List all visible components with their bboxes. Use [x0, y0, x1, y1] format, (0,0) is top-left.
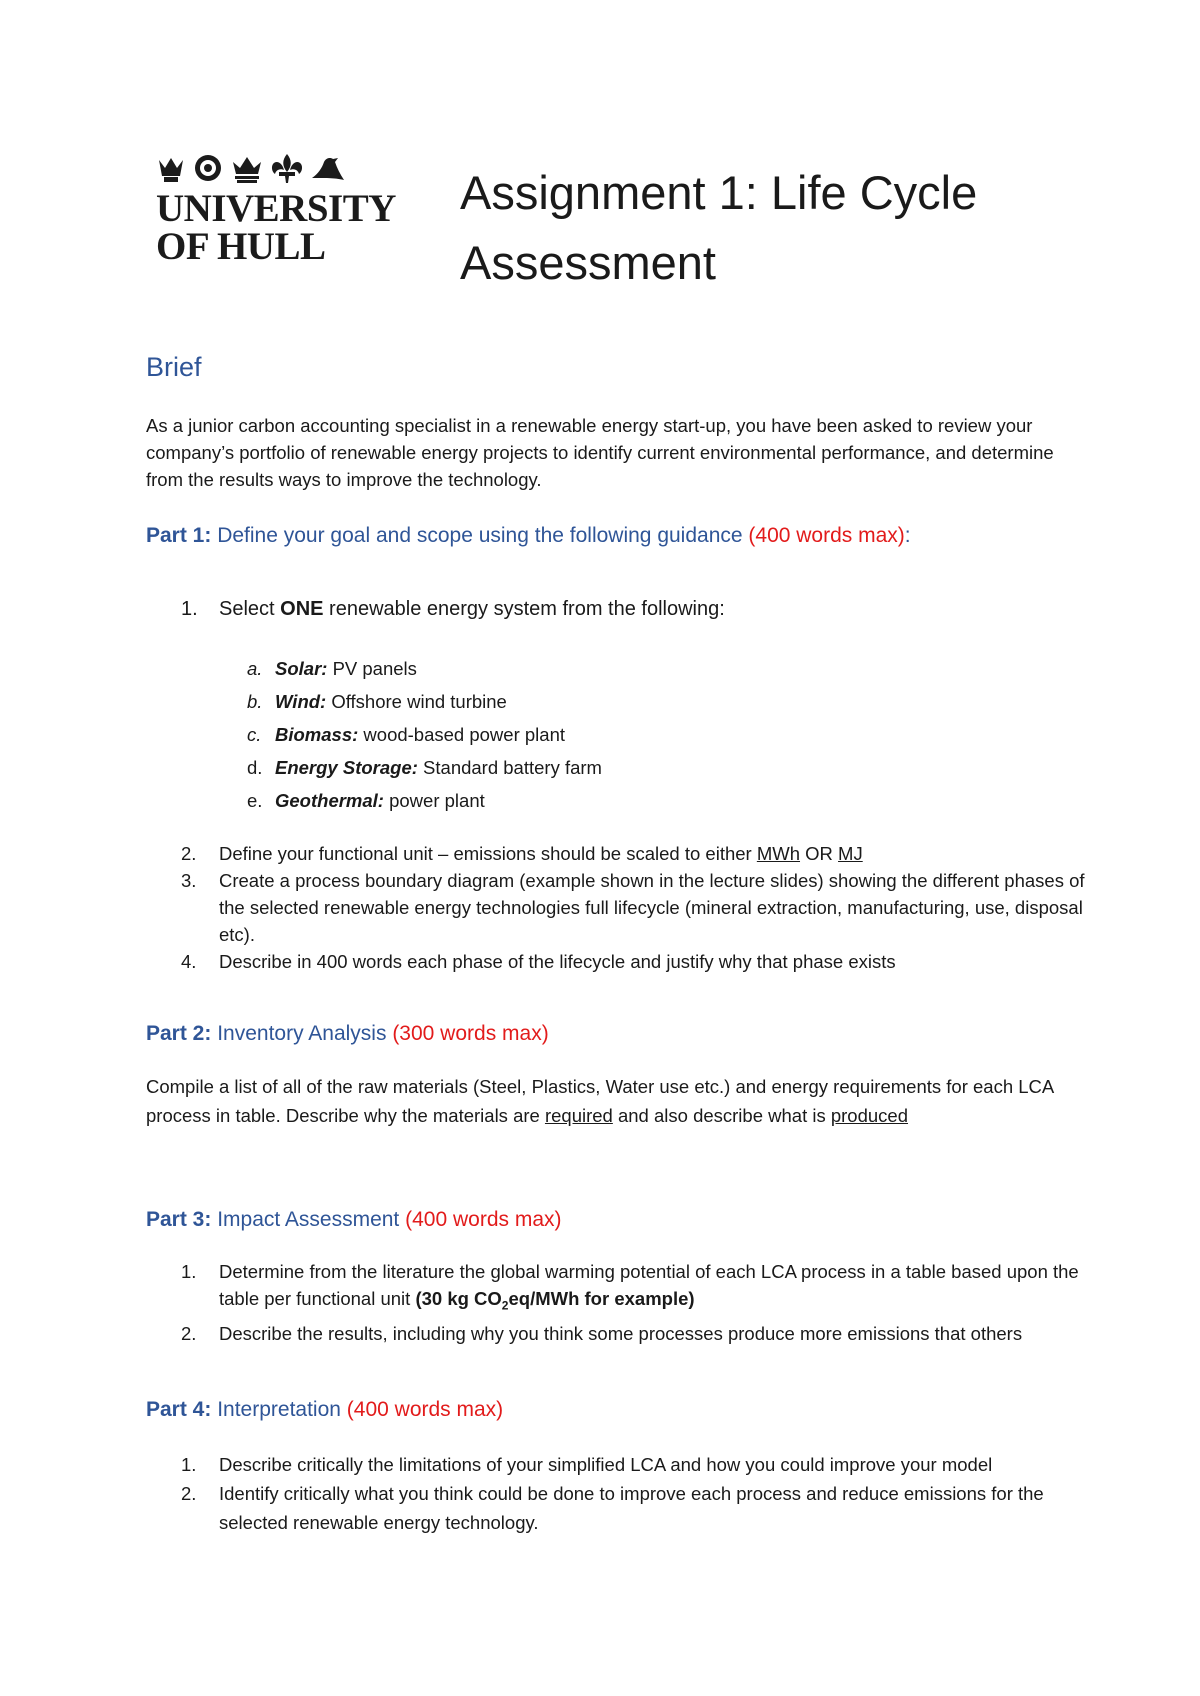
text-segment: OR — [800, 843, 839, 864]
brief-heading: Brief — [146, 352, 202, 382]
option-letter: e. — [247, 790, 263, 811]
part1-label: Part 1: — [146, 524, 212, 547]
text-segment: Select — [219, 598, 281, 620]
part1-item-2 — [146, 840, 1086, 867]
option-desc: PV panels — [327, 658, 417, 679]
bold-text: ONE — [280, 598, 324, 620]
part1-heading — [146, 524, 911, 548]
part4-label: Part 4: — [146, 1398, 212, 1421]
energy-options-list — [146, 652, 602, 817]
part3-list — [146, 1258, 1086, 1347]
list-number: 2. — [181, 1322, 197, 1344]
brief-paragraph: As a junior carbon accounting specialist in a renewable energy start-up, you have been asked to review your company’s portfolio of renewable energy projects to identify current environmental performance, and determine from the results ways to improve the technology. — [146, 415, 1054, 490]
list-text — [219, 598, 725, 621]
part2-label: Part 2: — [146, 1022, 212, 1045]
part3-item-1 — [146, 1258, 1086, 1320]
part4-heading — [146, 1398, 503, 1422]
page-title: Assignment 1: Life Cycle Assessment — [460, 166, 978, 289]
part4-title: Interpretation — [217, 1398, 341, 1421]
part1-word-limit: (400 words max) — [748, 524, 905, 547]
option-letter: d. — [247, 757, 263, 778]
text-segment: and also describe what is — [612, 1105, 831, 1126]
part3-item-2 — [146, 1320, 1086, 1347]
logo-text-of-hull: OF HULL — [156, 225, 326, 268]
list-text: Describe in 400 words each phase of the lifecycle and justify why that phase exists — [219, 951, 896, 972]
option-name: Solar: — [275, 658, 328, 679]
crest-icons — [156, 150, 406, 184]
option-letter: a. — [247, 658, 263, 679]
crown-icon-2 — [230, 154, 264, 184]
part4-word-limit: (400 words max) — [346, 1398, 504, 1421]
option-letter: c. — [247, 724, 262, 745]
list-number: 1. — [181, 598, 198, 620]
part1-item-4 — [146, 948, 1086, 975]
underlined-text: required — [544, 1105, 613, 1126]
part2-paragraph — [146, 1072, 1086, 1130]
list-text: Describe critically the limitations of your simplified LCA and how you could improve your model — [219, 1454, 993, 1475]
option-biomass — [146, 718, 602, 751]
option-name: Biomass: — [275, 724, 359, 745]
list-text: Describe the results, including why you think some processes produce more emissions that others — [219, 1322, 1023, 1344]
underlined-text: produced — [830, 1105, 909, 1126]
part2-word-limit: (300 words max) — [392, 1022, 549, 1045]
option-letter: b. — [247, 691, 263, 712]
part3-heading — [146, 1208, 562, 1232]
text-segment: Determine from the literature the global warming potential of each LCA process in a table based upon the table per functional unit — [219, 1261, 1079, 1309]
list-number: 2. — [181, 843, 197, 864]
option-desc: power plant — [383, 790, 485, 811]
part2-title: Inventory Analysis — [217, 1022, 387, 1045]
option-solar — [146, 652, 602, 685]
subscript: 2 — [501, 1298, 509, 1313]
list-number: 3. — [181, 870, 197, 891]
text-segment: Define your functional unit – emissions should be scaled to either — [219, 843, 757, 864]
option-energy-storage — [146, 751, 602, 784]
part4-list — [146, 1450, 1086, 1537]
underlined-text: MJ — [838, 843, 863, 864]
part3-title: Impact Assessment — [217, 1208, 400, 1231]
part1-list — [146, 840, 1086, 975]
list-number: 1. — [181, 1454, 197, 1475]
part1-colon: : — [904, 524, 911, 547]
text-segment: renewable energy system from the following: — [323, 598, 725, 620]
list-number: 1. — [181, 1261, 197, 1282]
bold-text: eq/MWh for example) — [508, 1288, 695, 1309]
part3-label: Part 3: — [146, 1208, 212, 1231]
list-number: 2. — [181, 1483, 197, 1504]
bird-icon — [310, 154, 346, 184]
crown-icon — [156, 154, 186, 184]
text-segment: Compile a list of all of the raw materials (Steel, Plastics, Water use etc.) and energy requirements for each LCA process in table. Describe why the materials are — [146, 1076, 1054, 1126]
option-name: Wind: — [275, 691, 327, 712]
logo-text-university: UNIVERSITY — [156, 187, 396, 230]
option-name: Geothermal: — [275, 790, 384, 811]
option-desc: Offshore wind turbine — [326, 691, 507, 712]
bold-text: (30 kg CO — [415, 1288, 502, 1309]
fleur-de-lis-icon — [270, 152, 304, 184]
part3-word-limit: (400 words max) — [405, 1208, 562, 1231]
part1-title: Define your goal and scope using the following guidance — [217, 524, 743, 547]
list-text: Create a process boundary diagram (example shown in the lecture slides) showing the different phases of the selected renewable energy technologies full lifecycle (mineral extraction, manufacturing, use, disposal etc). — [219, 870, 1085, 945]
option-name: Energy Storage: — [275, 757, 418, 778]
underlined-text: MWh — [756, 843, 801, 864]
list-number: 4. — [181, 951, 197, 972]
list-text: Identify critically what you think could be done to improve each process and reduce emissions for the selected renewable energy technology. — [219, 1483, 1044, 1533]
part1-item-3 — [146, 867, 1086, 948]
rose-icon — [192, 152, 224, 184]
option-desc: wood-based power plant — [358, 724, 565, 745]
university-logo — [156, 150, 406, 266]
option-desc: Standard battery farm — [417, 757, 602, 778]
option-geothermal — [146, 784, 602, 817]
part4-item-2 — [146, 1479, 1086, 1537]
option-wind — [146, 685, 602, 718]
part2-heading — [146, 1022, 549, 1046]
part4-item-1 — [146, 1450, 1086, 1479]
